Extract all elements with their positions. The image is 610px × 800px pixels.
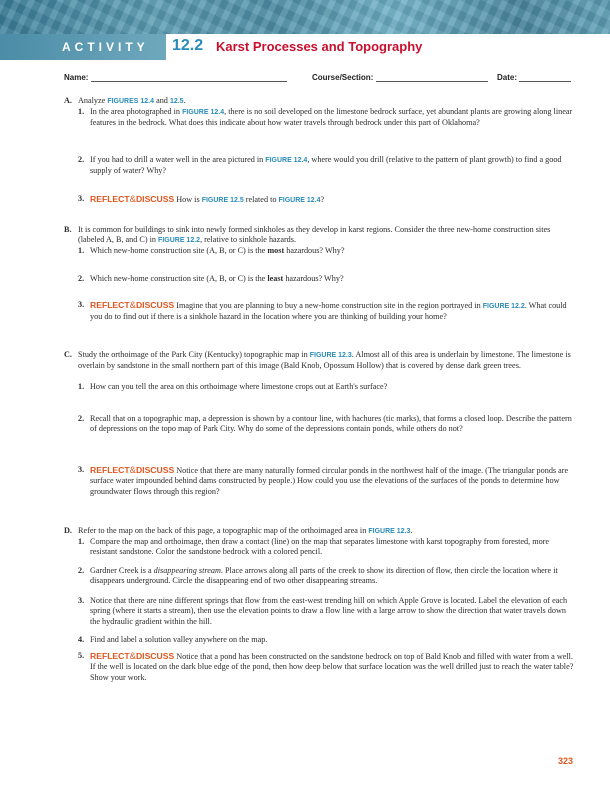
course-label: Course/Section: [312,73,374,82]
text: hazardous? Why? [286,246,345,255]
figure-ref: FIGURE 12.3 [368,528,411,535]
ampersand: & [129,194,136,205]
activity-label-box [0,34,166,60]
question-number: 1. [78,246,85,255]
question-number: 2. [78,274,85,283]
text: Study the orthoimage of the Park City (Kentucky) topographic map in [78,350,308,359]
discuss-label: DISCUSS [135,651,175,661]
ampersand: & [129,651,136,662]
text: Find and label a solution valley anywhere on the map. [90,635,268,644]
text: . What could you do to find out if there is a sinkhole hazard in the location where you are thinking of building your home? [90,301,567,322]
figure-ref: FIGURE 12.4 [182,109,225,116]
text: , there is no soil developed on the limestone bedrock surface, yet abundant plants are growing along linear features in the bedrock. What does this indicate about how water travels through bedrock under this part of Oklahoma? [90,107,573,128]
ampersand: & [129,465,136,476]
question-b3 [78,300,576,323]
activity-title: Karst Processes and Topography [216,39,423,54]
text: Which new-home construction site (A, B, or C) is the [90,246,266,255]
reflect-label: REFLECT [90,651,130,661]
name-field[interactable] [64,72,287,82]
figure-ref: FIGURES 12.4 [107,98,155,105]
text: hazardous? Why? [285,274,344,283]
reflect-label: REFLECT [90,465,130,475]
text: Notice that there are nine different springs that flow from the east-west trending hill on which Apple Grove is located. Label the elevation of each spring (where it starts a stream), then use the elevation points to draw a flow line with a large arrow to show the direction that water travels down the hydraulic gradient within the hill. [90,596,568,626]
date-field[interactable] [497,72,571,82]
discuss-label: DISCUSS [135,300,175,310]
section-b-intro [64,225,576,247]
section-a-label: A. [64,96,72,105]
page-number: 323 [558,756,574,766]
date-line[interactable] [519,72,571,82]
figure-ref: FIGURE 12.2 [482,303,525,310]
question-number: 2. [78,566,85,575]
question-b1 [78,246,576,256]
text: Notice that a pond has been constructed on the sandstone bedrock on top of Bald Knob and filled with water from a well. If the well is located on the dark blue edge of the pond, then how deep below that surface location was the well drilled just to reach the water table? Show your work. [90,652,574,682]
text: and [156,96,168,105]
text: . [183,96,186,105]
text: Gardner Creek is a [90,566,152,575]
discuss-label: DISCUSS [135,194,175,204]
text: How is [176,195,200,204]
activity-number: 12.2 [172,37,204,54]
question-number: 4. [78,635,85,644]
figure-ref: FIGURE 12.2 [158,237,201,245]
section-c-label: C. [64,350,72,359]
question-number: 5. [78,651,85,660]
question-number: 1. [78,382,85,391]
text: In the area photographed in [90,107,181,116]
question-number: 2. [78,414,85,423]
banner-texture [0,0,610,34]
question-c3 [78,465,576,497]
text: It is common for buildings to sink into newly formed sinkholes as they develop in karst regions. Consider the three new-home construction sites (labeled A, B, and C) in [78,225,551,245]
question-number: 1. [78,537,85,546]
question-b2 [78,274,576,284]
figure-ref: FIGURE 12.4 [265,157,308,164]
text: . Almost all of this area is underlain by limestone. The limestone is overlain by sandstone in the small northern part of this image (Bald Knob, Opossum Hollow) that is covered by dense dark green trees. [78,350,571,371]
figure-ref: 12.5 [169,98,184,105]
question-d5 [78,651,576,683]
question-number: 1. [78,107,85,116]
section-c-intro [64,350,576,372]
text: . [410,526,413,535]
question-c2 [78,414,576,435]
course-field[interactable] [312,72,488,82]
text: , relative to sinkhole hazards. [200,235,297,245]
text: . Place arrows along all parts of the creek to show its direction of flow, then circle the location where it disappears underground. Circle the disappearing end of two other disappearing streams. [90,566,558,586]
question-number: 3. [78,596,85,605]
question-a2 [78,155,576,177]
text: Which new-home construction site (A, B, or C) is the [90,274,266,283]
question-d4 [78,635,576,645]
question-d2 [78,566,576,587]
question-d3 [78,596,576,627]
emphasis: least [267,274,284,283]
text: Analyze [78,96,106,105]
question-number: 2. [78,155,85,164]
text: Compare the map and orthoimage, then draw a contact (line) on the map that separates limestone with karst topography from forested, more resistant sandstone. Color the sandstone bedrock with a colored pencil. [90,537,550,557]
emphasis: disappearing stream [153,566,221,575]
activity-title-bar [0,34,610,60]
question-a3 [78,194,576,206]
emphasis: most [267,246,285,255]
activity-word: ACTIVITY [62,40,149,54]
reflect-label: REFLECT [90,194,130,204]
text: related to [245,195,277,204]
section-d-intro [64,526,576,537]
text: Refer to the map on the back of this page, a topographic map of the orthoimaged area in [78,526,367,535]
name-label: Name: [64,73,89,82]
course-line[interactable] [376,72,488,82]
section-b-label: B. [64,225,72,234]
figure-ref: FIGURE 12.5 [201,197,244,204]
section-d-label: D. [64,526,72,535]
question-number: 3. [78,465,85,474]
date-label: Date: [497,73,518,82]
figure-ref: FIGURE 12.3 [309,352,352,359]
text: How can you tell the area on this orthoimage where limestone crops out at Earth's surface? [90,382,388,391]
ampersand: & [129,300,136,311]
header-banner [0,0,610,34]
text: Imagine that you are planning to buy a new-home construction site in the region portrayed in [176,301,481,310]
question-number: 3. [78,300,85,309]
text: ? [320,195,325,204]
section-a-intro [64,96,576,107]
discuss-label: DISCUSS [135,465,175,475]
text: If you had to drill a water well in the area pictured in [90,155,264,164]
figure-ref: FIGURE 12.4 [278,197,321,204]
text: Recall that on a topographic map, a depression is shown by a contour line, with hachures (tic marks), that forms a closed loop. Describe the pattern of depressions on the topo map of Park City. Why do some of the depressions contain ponds, while others do not? [90,414,572,434]
name-line[interactable] [91,72,287,82]
reflect-label: REFLECT [90,300,130,310]
question-a1 [78,107,576,129]
text: , where would you drill (relative to the pattern of plant growth) to find a good supply of water? Why? [90,155,562,176]
text: Notice that there are many naturally formed circular ponds in the northwest half of the image. (The triangular ponds are surface water impounded behind dams constructed by people.) How could you use the elevations of the surfaces of the ponds to determine how groundwater flows through this region? [90,466,569,496]
question-number: 3. [78,194,85,203]
question-d1 [78,537,576,558]
question-c1 [78,382,576,392]
